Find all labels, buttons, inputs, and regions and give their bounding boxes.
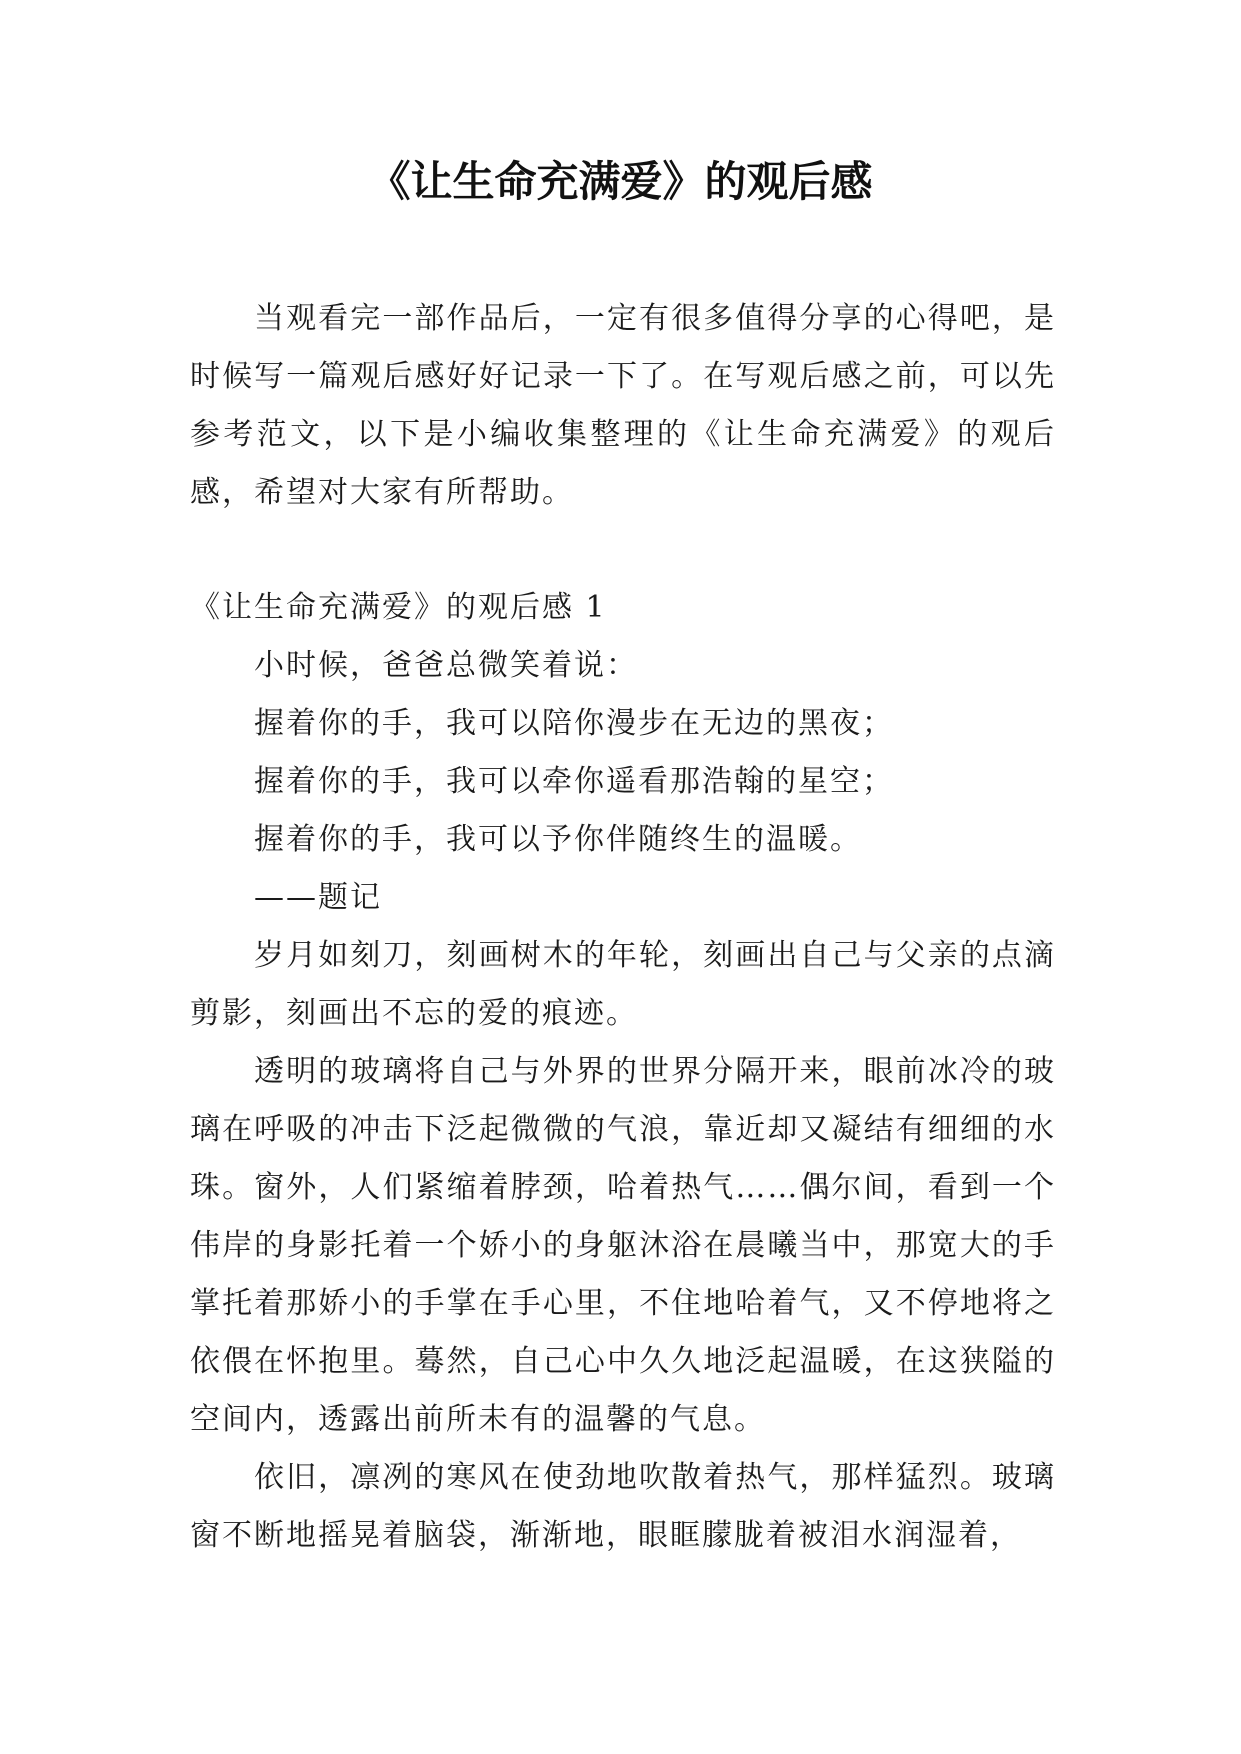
paragraph-4: 握着你的手，我可以予你伴随终生的温暖。 xyxy=(254,822,862,857)
paragraph-2: 握着你的手，我可以陪你漫步在无边的黑夜； xyxy=(254,706,894,741)
intro-paragraph: 当观看完一部作品后，一定有很多值得分享的心得吧，是时候写一篇观后感好好记录一下了。在写观后感之前，可以先参考范文，以下是小编收集整理的《让生命充满爱》的观后感，希望对大家有所帮助。 xyxy=(190,301,1056,510)
epigraph-attribution: ——题记 xyxy=(254,880,382,915)
paragraph-6: 透明的玻璃将自己与外界的世界分隔开来，眼前冰冷的玻璃在呼吸的冲击下泛起微微的气浪，靠近却又凝结有细细的水珠。窗外，人们紧缩着脖颈，哈着热气……偶尔间，看到一个伟岸的身影托着一个娇小的身躯沐浴在晨曦当中，那宽大的手掌托着那娇小的手掌在手心里，不住地哈着气，又不停地将之依偎在怀抱里。蓦然，自己心中久久地泛起温暖，在这狭隘的空间内，透露出前所未有的温馨的气息。 xyxy=(190,1054,1056,1437)
article-body xyxy=(190,579,1056,1565)
paragraph-7: 依旧，凛冽的寒风在使劲地吹散着热气，那样猛烈。玻璃窗不断地摇晃着脑袋，渐渐地，眼眶朦胧着被泪水润湿着， xyxy=(190,1460,1056,1553)
paragraph-1: 小时候，爸爸总微笑着说： xyxy=(254,648,638,683)
section-heading: 《让生命充满爱》的观后感 1 xyxy=(190,590,607,625)
paragraph-3: 握着你的手，我可以牵你遥看那浩翰的星空； xyxy=(254,764,894,799)
document-title: 《让生命充满爱》的观后感 xyxy=(368,157,873,206)
paragraph-5: 岁月如刻刀，刻画树木的年轮，刻画出自己与父亲的点滴剪影，刻画出不忘的爱的痕迹。 xyxy=(190,938,1056,1031)
